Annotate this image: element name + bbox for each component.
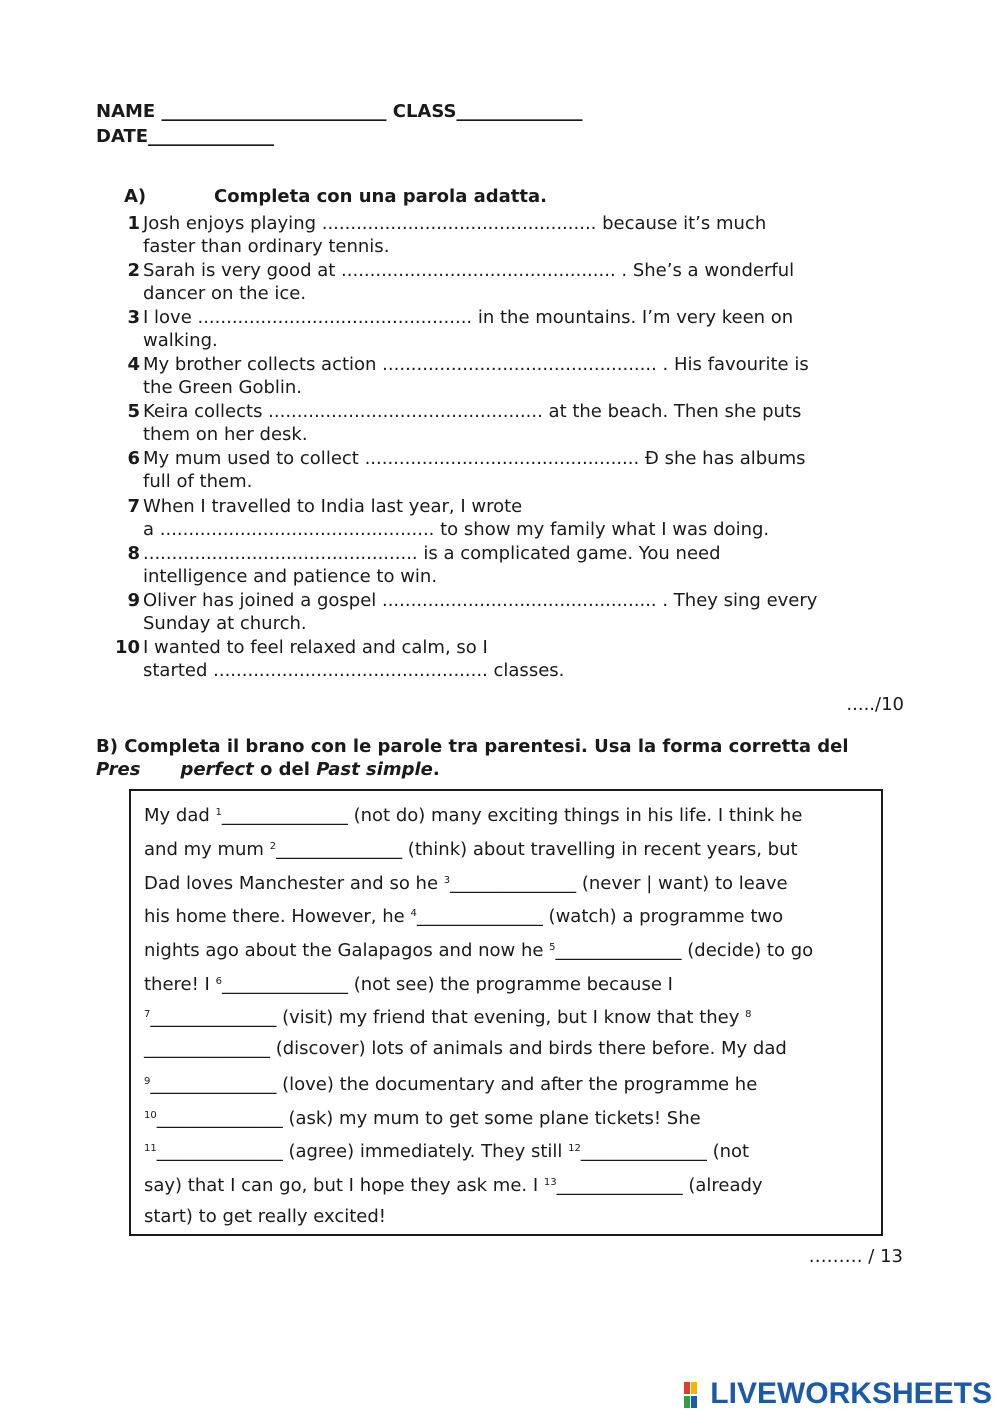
question-item bbox=[112, 306, 912, 352]
passage-line bbox=[144, 1171, 763, 1198]
passage-text: ______________ (ask) my mum to get some plane tickets! She bbox=[156, 1108, 701, 1129]
section-b-o-del: o del bbox=[260, 759, 310, 780]
question-number: 7 bbox=[127, 496, 140, 517]
passage-text: nights ago about the Galapagos and now he bbox=[144, 940, 550, 961]
question-number: 6 bbox=[127, 448, 140, 469]
question-line: ................................................ is a complicated game. You need bbox=[143, 543, 721, 564]
question-line: My brother collects action ................................................ . His favourite is bbox=[143, 354, 809, 375]
passage-text: start) to get really excited! bbox=[144, 1206, 386, 1227]
passage-line bbox=[144, 970, 673, 997]
passage-line bbox=[144, 1205, 386, 1229]
gap-number: 8 bbox=[745, 1009, 752, 1020]
question-item bbox=[112, 495, 912, 541]
name-class-line: NAME _________________________ CLASS______________ bbox=[96, 101, 583, 122]
question-number: 10 bbox=[114, 637, 140, 658]
passage-text: ______________ (not do) many exciting things in his life. I think he bbox=[221, 805, 803, 826]
question-line: intelligence and patience to win. bbox=[143, 566, 438, 587]
question-number: 4 bbox=[127, 354, 140, 375]
section-a-label: A) bbox=[124, 186, 147, 207]
section-b-past: Past simple bbox=[316, 759, 433, 780]
gap-number: 2 bbox=[269, 841, 277, 852]
question-item bbox=[112, 212, 912, 258]
gap-number: 12 bbox=[568, 1143, 581, 1154]
passage-text: My dad bbox=[144, 805, 216, 826]
question-line: them on her desk. bbox=[143, 424, 308, 445]
passage-line bbox=[144, 801, 802, 828]
question-line: walking. bbox=[143, 330, 218, 351]
gap-number: 11 bbox=[144, 1143, 157, 1154]
passage-text: his home there. However, he bbox=[144, 906, 411, 927]
gap-number: 7 bbox=[144, 1009, 151, 1020]
section-a-instruction: Completa con una parola adatta. bbox=[214, 186, 547, 207]
question-line: a ................................................ to show my family what I was doing. bbox=[143, 519, 770, 540]
question-line: Oliver has joined a gospel ................................................ . They sing every bbox=[143, 590, 818, 611]
question-number: 1 bbox=[127, 213, 140, 234]
question-number: 9 bbox=[127, 590, 140, 611]
question-number: 8 bbox=[127, 543, 140, 564]
question-line: My mum used to collect ................................................ Ð she has albums bbox=[143, 448, 806, 469]
gap-number: 1 bbox=[215, 807, 222, 818]
liveworksheets-logo[interactable] bbox=[684, 1376, 992, 1412]
logo-mark-icon bbox=[684, 1380, 708, 1408]
passage-line bbox=[144, 1137, 749, 1164]
passage-text: ______________ (never | want) to leave bbox=[450, 873, 788, 894]
passage-text: ______________ (already bbox=[556, 1175, 763, 1196]
passage-line bbox=[144, 902, 783, 929]
passage-text: ______________ (watch) a programme two bbox=[416, 906, 784, 927]
passage-text: ______________ (agree) immediately. They still bbox=[156, 1141, 569, 1162]
passage-text: ______________ (not see) the programme because I bbox=[221, 974, 673, 995]
section-b-title bbox=[96, 735, 896, 781]
question-item bbox=[112, 589, 912, 635]
question-item bbox=[112, 447, 912, 493]
section-b-score: ……… / 13 bbox=[808, 1246, 903, 1267]
question-item bbox=[112, 400, 912, 446]
section-b-perfect: perfect bbox=[180, 759, 254, 780]
passage-text: ______________ (decide) to go bbox=[555, 940, 814, 961]
gap-number: 10 bbox=[144, 1110, 157, 1121]
section-b-instruction: B) Completa il brano con le parole tra parentesi. Usa la forma corretta del bbox=[96, 736, 849, 757]
gap-number: 6 bbox=[215, 976, 222, 987]
question-number: 3 bbox=[127, 307, 140, 328]
passage-line bbox=[144, 1104, 701, 1131]
section-a-score: ...../10 bbox=[846, 694, 904, 715]
question-line: I wanted to feel relaxed and calm, so I bbox=[143, 637, 488, 658]
question-number: 2 bbox=[127, 260, 140, 281]
question-line: I love ................................................ in the mountains. I’m very keen on bbox=[143, 307, 794, 328]
passage-line bbox=[144, 1070, 757, 1097]
question-line: dancer on the ice. bbox=[143, 283, 307, 304]
question-line: the Green Goblin. bbox=[143, 377, 303, 398]
passage-text: ______________ (not bbox=[580, 1141, 750, 1162]
gap-number: 5 bbox=[549, 942, 556, 953]
date-line: DATE______________ bbox=[96, 126, 275, 147]
question-number: 5 bbox=[127, 401, 140, 422]
question-item bbox=[112, 353, 912, 399]
passage-text: say) that I can go, but I hope they ask me. I bbox=[144, 1175, 544, 1196]
logo-text: LIVEWORKSHEETS bbox=[710, 1377, 992, 1410]
passage-line bbox=[144, 835, 798, 862]
passage-text: there! I bbox=[144, 974, 216, 995]
passage-line bbox=[144, 869, 788, 896]
passage-text: ______________ (love) the documentary and after the programme he bbox=[150, 1074, 758, 1095]
question-item bbox=[112, 259, 912, 305]
passage-line bbox=[144, 1003, 752, 1030]
question-item bbox=[112, 636, 912, 682]
section-b-pres: Pres bbox=[96, 759, 141, 780]
question-line: Josh enjoys playing ................................................ because it’s much bbox=[143, 213, 767, 234]
question-line: When I travelled to India last year, I wrote bbox=[143, 496, 523, 517]
passage-text: and my mum bbox=[144, 839, 270, 860]
passage-line bbox=[144, 1037, 787, 1061]
passage-text: ______________ (think) about travelling in recent years, but bbox=[276, 839, 798, 860]
question-line: started ................................................ classes. bbox=[143, 660, 565, 681]
gap-number: 3 bbox=[443, 875, 451, 886]
passage-text: ______________ (discover) lots of animals and birds there before. My dad bbox=[144, 1038, 787, 1059]
question-line: Sunday at church. bbox=[143, 613, 307, 634]
gap-number: 13 bbox=[543, 1177, 557, 1188]
gap-number: 4 bbox=[410, 908, 417, 919]
question-line: Keira collects ................................................ at the beach. Then she puts bbox=[143, 401, 802, 422]
question-item bbox=[112, 542, 912, 588]
section-a-title bbox=[124, 184, 547, 209]
gap-number: 9 bbox=[144, 1076, 151, 1087]
question-line: Sarah is very good at ................................................ . She’s a wonderful bbox=[143, 260, 795, 281]
passage-line bbox=[144, 936, 813, 963]
section-b-period: . bbox=[432, 759, 440, 780]
passage-text: Dad loves Manchester and so he bbox=[144, 873, 444, 894]
passage-text: ______________ (visit) my friend that evening, but I know that they bbox=[150, 1007, 746, 1028]
question-line: faster than ordinary tennis. bbox=[143, 236, 390, 257]
question-line: full of them. bbox=[143, 471, 253, 492]
